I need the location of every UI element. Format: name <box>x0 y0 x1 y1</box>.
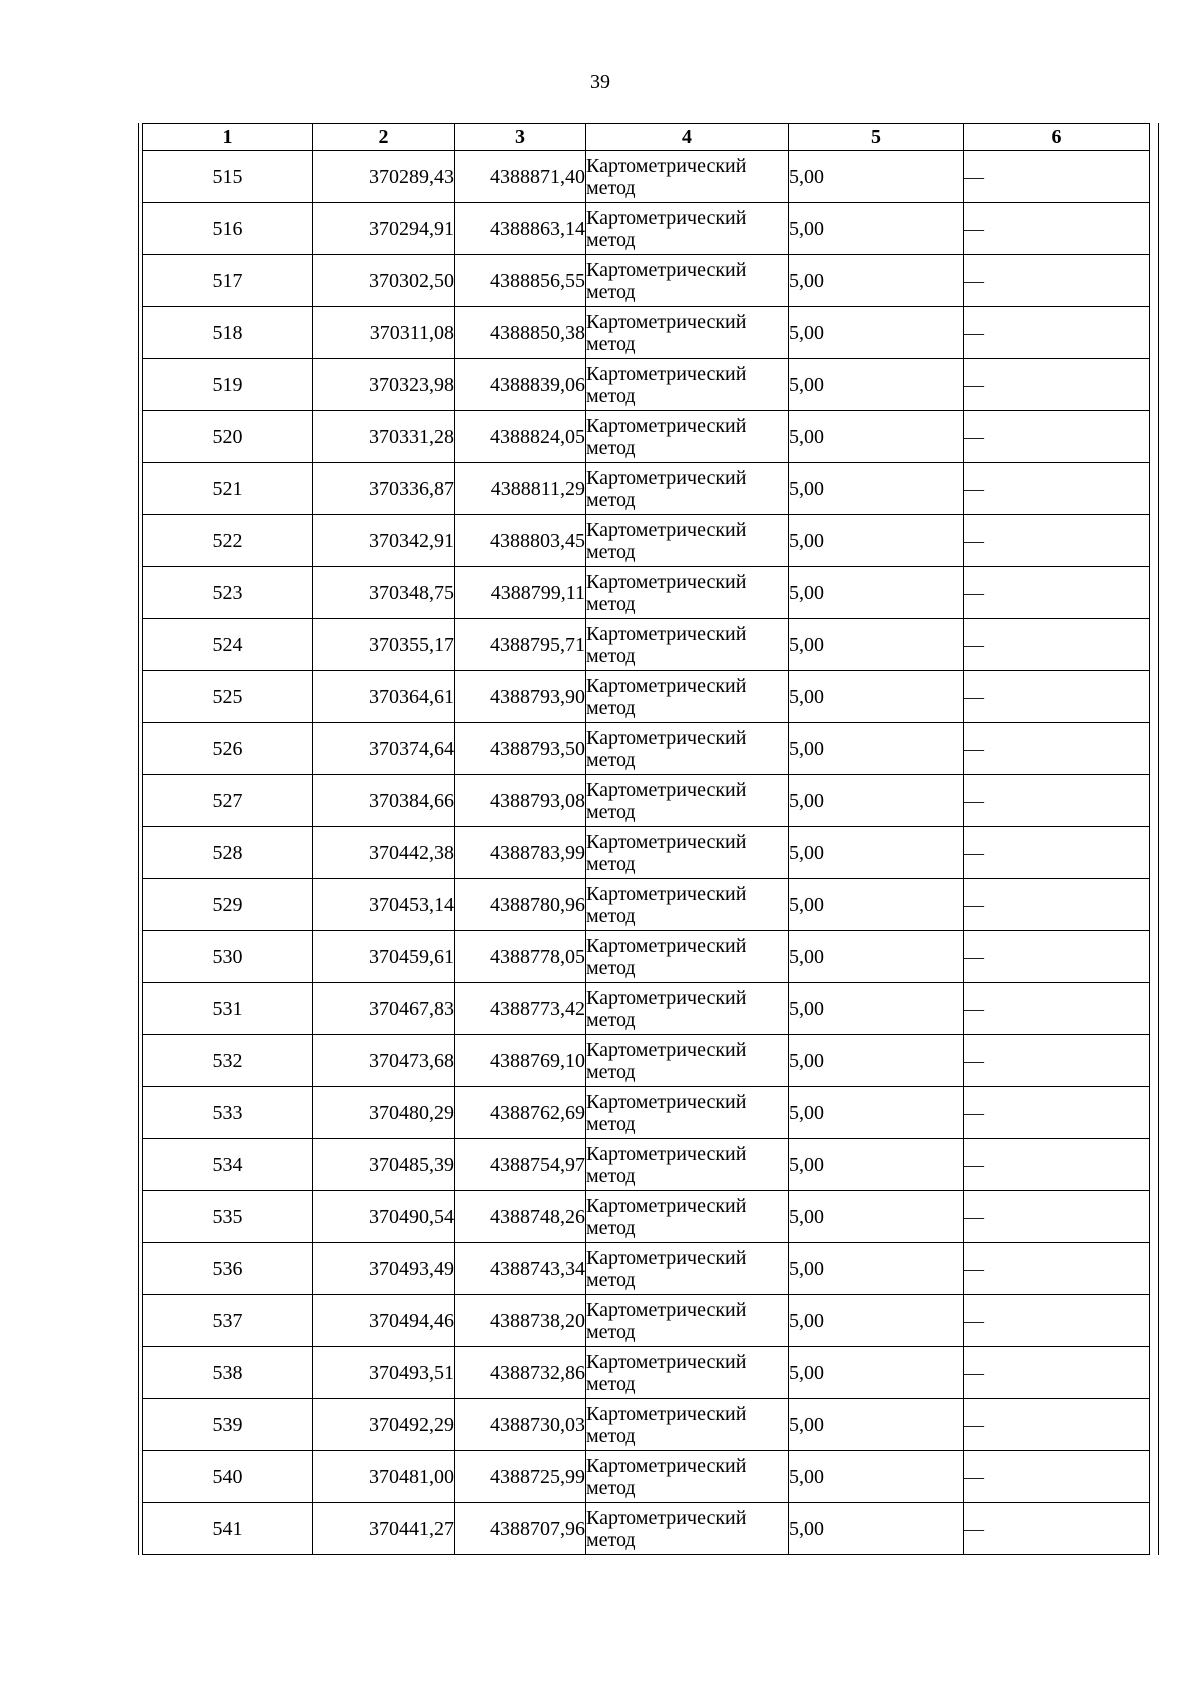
note-cell: — <box>964 1503 1150 1555</box>
method-line-2: метод <box>586 384 636 407</box>
method-cell <box>586 1451 789 1503</box>
table-row <box>143 151 1150 203</box>
point-number-cell: 537 <box>143 1295 313 1347</box>
point-number-cell: 534 <box>143 1139 313 1191</box>
note-cell: — <box>964 255 1150 307</box>
x-coordinate-cell: 370323,98 <box>313 359 455 411</box>
method-line-1: Картометрический <box>586 1454 747 1477</box>
method-line-2: метод <box>586 1164 636 1187</box>
accuracy-cell: 5,00 <box>789 515 964 567</box>
accuracy-cell: 5,00 <box>789 307 964 359</box>
point-number-cell: 525 <box>143 671 313 723</box>
accuracy-cell: 5,00 <box>789 879 964 931</box>
note-cell: — <box>964 1139 1150 1191</box>
table-row <box>143 1087 1150 1139</box>
note-cell: — <box>964 515 1150 567</box>
method-line-1: Картометрический <box>586 1246 747 1269</box>
accuracy-cell: 5,00 <box>789 151 964 203</box>
y-coordinate-cell: 4388793,08 <box>455 775 586 827</box>
x-coordinate-cell: 370384,66 <box>313 775 455 827</box>
x-coordinate-cell: 370493,51 <box>313 1347 455 1399</box>
method-line-2: метод <box>586 956 636 979</box>
table-frame <box>138 123 1159 1555</box>
method-line-1: Картометрический <box>586 206 747 229</box>
y-coordinate-cell: 4388743,34 <box>455 1243 586 1295</box>
note-cell: — <box>964 151 1150 203</box>
method-line-2: метод <box>586 540 636 563</box>
accuracy-cell: 5,00 <box>789 1503 964 1555</box>
method-line-2: метод <box>586 1320 636 1343</box>
y-coordinate-cell: 4388863,14 <box>455 203 586 255</box>
table-row <box>143 203 1150 255</box>
method-cell <box>586 151 789 203</box>
method-line-2: метод <box>586 1060 636 1083</box>
method-line-1: Картометрический <box>586 466 747 489</box>
method-line-1: Картометрический <box>586 362 747 385</box>
note-cell: — <box>964 567 1150 619</box>
y-coordinate-cell: 4388748,26 <box>455 1191 586 1243</box>
method-line-2: метод <box>586 228 636 251</box>
y-coordinate-cell: 4388754,97 <box>455 1139 586 1191</box>
accuracy-cell: 5,00 <box>789 827 964 879</box>
x-coordinate-cell: 370348,75 <box>313 567 455 619</box>
table-row <box>143 931 1150 983</box>
x-coordinate-cell: 370302,50 <box>313 255 455 307</box>
method-cell <box>586 1035 789 1087</box>
method-line-1: Картометрический <box>586 882 747 905</box>
accuracy-cell: 5,00 <box>789 1191 964 1243</box>
x-coordinate-cell: 370494,46 <box>313 1295 455 1347</box>
method-cell <box>586 567 789 619</box>
method-cell <box>586 671 789 723</box>
method-line-2: метод <box>586 1476 636 1499</box>
x-coordinate-cell: 370492,29 <box>313 1399 455 1451</box>
method-line-2: метод <box>586 852 636 875</box>
method-line-2: метод <box>586 488 636 511</box>
y-coordinate-cell: 4388824,05 <box>455 411 586 463</box>
note-cell: — <box>964 1035 1150 1087</box>
method-cell <box>586 411 789 463</box>
method-cell <box>586 307 789 359</box>
method-cell <box>586 1295 789 1347</box>
y-coordinate-cell: 4388793,50 <box>455 723 586 775</box>
accuracy-cell: 5,00 <box>789 619 964 671</box>
table-row <box>143 1295 1150 1347</box>
point-number-cell: 540 <box>143 1451 313 1503</box>
method-line-1: Картометрический <box>586 258 747 281</box>
point-number-cell: 527 <box>143 775 313 827</box>
method-cell <box>586 1503 789 1555</box>
method-line-2: метод <box>586 1424 636 1447</box>
note-cell: — <box>964 1399 1150 1451</box>
method-line-2: метод <box>586 904 636 927</box>
point-number-cell: 516 <box>143 203 313 255</box>
point-number-cell: 524 <box>143 619 313 671</box>
method-line-1: Картометрический <box>586 1350 747 1373</box>
method-line-1: Картометрический <box>586 310 747 333</box>
method-line-1: Картометрический <box>586 570 747 593</box>
note-cell: — <box>964 983 1150 1035</box>
method-line-1: Картометрический <box>586 726 747 749</box>
table-row <box>143 827 1150 879</box>
method-line-2: метод <box>586 1372 636 1395</box>
method-line-1: Картометрический <box>586 674 747 697</box>
note-cell: — <box>964 931 1150 983</box>
point-number-cell: 519 <box>143 359 313 411</box>
column-header: 2 <box>313 124 455 151</box>
table-body <box>143 151 1150 1555</box>
accuracy-cell: 5,00 <box>789 411 964 463</box>
method-line-2: метод <box>586 176 636 199</box>
method-cell <box>586 1191 789 1243</box>
note-cell: — <box>964 359 1150 411</box>
x-coordinate-cell: 370331,28 <box>313 411 455 463</box>
accuracy-cell: 5,00 <box>789 203 964 255</box>
accuracy-cell: 5,00 <box>789 1243 964 1295</box>
method-line-2: метод <box>586 644 636 667</box>
point-number-cell: 522 <box>143 515 313 567</box>
coordinates-table <box>142 123 1150 1555</box>
column-header: 6 <box>964 124 1150 151</box>
table-row <box>143 411 1150 463</box>
y-coordinate-cell: 4388793,90 <box>455 671 586 723</box>
x-coordinate-cell: 370311,08 <box>313 307 455 359</box>
point-number-cell: 526 <box>143 723 313 775</box>
method-cell <box>586 827 789 879</box>
x-coordinate-cell: 370441,27 <box>313 1503 455 1555</box>
point-number-cell: 530 <box>143 931 313 983</box>
accuracy-cell: 5,00 <box>789 1399 964 1451</box>
x-coordinate-cell: 370490,54 <box>313 1191 455 1243</box>
x-coordinate-cell: 370364,61 <box>313 671 455 723</box>
accuracy-cell: 5,00 <box>789 1139 964 1191</box>
method-line-2: метод <box>586 592 636 615</box>
method-line-1: Картометрический <box>586 830 747 853</box>
table-row <box>143 983 1150 1035</box>
note-cell: — <box>964 203 1150 255</box>
method-line-1: Картометрический <box>586 778 747 801</box>
method-line-1: Картометрический <box>586 1090 747 1113</box>
y-coordinate-cell: 4388811,29 <box>455 463 586 515</box>
column-header: 4 <box>586 124 789 151</box>
note-cell: — <box>964 775 1150 827</box>
accuracy-cell: 5,00 <box>789 1035 964 1087</box>
y-coordinate-cell: 4388730,03 <box>455 1399 586 1451</box>
table-row <box>143 723 1150 775</box>
table-row <box>143 619 1150 671</box>
method-cell <box>586 255 789 307</box>
method-line-1: Картометрический <box>586 1298 747 1321</box>
point-number-cell: 517 <box>143 255 313 307</box>
y-coordinate-cell: 4388738,20 <box>455 1295 586 1347</box>
point-number-cell: 535 <box>143 1191 313 1243</box>
note-cell: — <box>964 619 1150 671</box>
method-line-2: метод <box>586 436 636 459</box>
note-cell: — <box>964 307 1150 359</box>
method-line-2: метод <box>586 748 636 771</box>
method-line-2: метод <box>586 1008 636 1031</box>
accuracy-cell: 5,00 <box>789 723 964 775</box>
method-line-2: метод <box>586 280 636 303</box>
method-cell <box>586 515 789 567</box>
point-number-cell: 529 <box>143 879 313 931</box>
y-coordinate-cell: 4388725,99 <box>455 1451 586 1503</box>
method-line-1: Картометрический <box>586 1194 747 1217</box>
method-line-1: Картометрический <box>586 1038 747 1061</box>
accuracy-cell: 5,00 <box>789 1347 964 1399</box>
accuracy-cell: 5,00 <box>789 567 964 619</box>
x-coordinate-cell: 370493,49 <box>313 1243 455 1295</box>
method-cell <box>586 723 789 775</box>
x-coordinate-cell: 370467,83 <box>313 983 455 1035</box>
note-cell: — <box>964 1347 1150 1399</box>
page-number: 39 <box>590 71 610 93</box>
x-coordinate-cell: 370289,43 <box>313 151 455 203</box>
y-coordinate-cell: 4388769,10 <box>455 1035 586 1087</box>
x-coordinate-cell: 370342,91 <box>313 515 455 567</box>
accuracy-cell: 5,00 <box>789 775 964 827</box>
x-coordinate-cell: 370442,38 <box>313 827 455 879</box>
point-number-cell: 528 <box>143 827 313 879</box>
x-coordinate-cell: 370485,39 <box>313 1139 455 1191</box>
method-cell <box>586 463 789 515</box>
note-cell: — <box>964 411 1150 463</box>
method-line-2: метод <box>586 800 636 823</box>
table-row <box>143 1399 1150 1451</box>
method-line-1: Картометрический <box>586 154 747 177</box>
x-coordinate-cell: 370453,14 <box>313 879 455 931</box>
y-coordinate-cell: 4388795,71 <box>455 619 586 671</box>
accuracy-cell: 5,00 <box>789 1087 964 1139</box>
note-cell: — <box>964 827 1150 879</box>
point-number-cell: 541 <box>143 1503 313 1555</box>
table-row <box>143 463 1150 515</box>
point-number-cell: 523 <box>143 567 313 619</box>
x-coordinate-cell: 370336,87 <box>313 463 455 515</box>
x-coordinate-cell: 370480,29 <box>313 1087 455 1139</box>
column-header: 5 <box>789 124 964 151</box>
accuracy-cell: 5,00 <box>789 1295 964 1347</box>
method-line-1: Картометрический <box>586 414 747 437</box>
point-number-cell: 521 <box>143 463 313 515</box>
method-cell <box>586 1087 789 1139</box>
table-row <box>143 359 1150 411</box>
accuracy-cell: 5,00 <box>789 359 964 411</box>
y-coordinate-cell: 4388778,05 <box>455 931 586 983</box>
accuracy-cell: 5,00 <box>789 255 964 307</box>
note-cell: — <box>964 463 1150 515</box>
y-coordinate-cell: 4388856,55 <box>455 255 586 307</box>
method-line-2: метод <box>586 1216 636 1239</box>
accuracy-cell: 5,00 <box>789 463 964 515</box>
method-cell <box>586 1347 789 1399</box>
y-coordinate-cell: 4388799,11 <box>455 567 586 619</box>
point-number-cell: 515 <box>143 151 313 203</box>
x-coordinate-cell: 370481,00 <box>313 1451 455 1503</box>
note-cell: — <box>964 1087 1150 1139</box>
note-cell: — <box>964 879 1150 931</box>
note-cell: — <box>964 1295 1150 1347</box>
table-row <box>143 1243 1150 1295</box>
x-coordinate-cell: 370294,91 <box>313 203 455 255</box>
table-row <box>143 567 1150 619</box>
method-line-1: Картометрический <box>586 622 747 645</box>
method-cell <box>586 1139 789 1191</box>
y-coordinate-cell: 4388773,42 <box>455 983 586 1035</box>
method-cell <box>586 775 789 827</box>
method-line-2: метод <box>586 1112 636 1135</box>
table-row <box>143 1451 1150 1503</box>
point-number-cell: 532 <box>143 1035 313 1087</box>
note-cell: — <box>964 671 1150 723</box>
x-coordinate-cell: 370459,61 <box>313 931 455 983</box>
accuracy-cell: 5,00 <box>789 1451 964 1503</box>
y-coordinate-cell: 4388839,06 <box>455 359 586 411</box>
point-number-cell: 539 <box>143 1399 313 1451</box>
accuracy-cell: 5,00 <box>789 671 964 723</box>
accuracy-cell: 5,00 <box>789 983 964 1035</box>
table-row <box>143 1503 1150 1555</box>
y-coordinate-cell: 4388707,96 <box>455 1503 586 1555</box>
note-cell: — <box>964 723 1150 775</box>
method-line-1: Картометрический <box>586 518 747 541</box>
method-line-2: метод <box>586 332 636 355</box>
point-number-cell: 538 <box>143 1347 313 1399</box>
method-line-1: Картометрический <box>586 934 747 957</box>
table-row <box>143 775 1150 827</box>
table-row <box>143 671 1150 723</box>
y-coordinate-cell: 4388850,38 <box>455 307 586 359</box>
x-coordinate-cell: 370374,64 <box>313 723 455 775</box>
table-row <box>143 515 1150 567</box>
method-cell <box>586 1243 789 1295</box>
method-line-1: Картометрический <box>586 1506 747 1529</box>
method-line-1: Картометрический <box>586 1402 747 1425</box>
note-cell: — <box>964 1451 1150 1503</box>
table-row <box>143 1035 1150 1087</box>
method-cell <box>586 619 789 671</box>
table-row <box>143 255 1150 307</box>
method-cell <box>586 1399 789 1451</box>
y-coordinate-cell: 4388783,99 <box>455 827 586 879</box>
method-line-2: метод <box>586 696 636 719</box>
note-cell: — <box>964 1243 1150 1295</box>
method-line-1: Картометрический <box>586 1142 747 1165</box>
x-coordinate-cell: 370473,68 <box>313 1035 455 1087</box>
y-coordinate-cell: 4388780,96 <box>455 879 586 931</box>
method-cell <box>586 931 789 983</box>
column-header: 3 <box>455 124 586 151</box>
method-cell <box>586 879 789 931</box>
method-line-2: метод <box>586 1268 636 1291</box>
table-row <box>143 1139 1150 1191</box>
accuracy-cell: 5,00 <box>789 931 964 983</box>
method-line-2: метод <box>586 1528 636 1551</box>
method-cell <box>586 359 789 411</box>
point-number-cell: 531 <box>143 983 313 1035</box>
point-number-cell: 533 <box>143 1087 313 1139</box>
point-number-cell: 536 <box>143 1243 313 1295</box>
table-row <box>143 307 1150 359</box>
table-row <box>143 1191 1150 1243</box>
method-cell <box>586 983 789 1035</box>
point-number-cell: 518 <box>143 307 313 359</box>
table-row <box>143 1347 1150 1399</box>
y-coordinate-cell: 4388732,86 <box>455 1347 586 1399</box>
column-header: 1 <box>143 124 313 151</box>
point-number-cell: 520 <box>143 411 313 463</box>
table-header-row <box>143 124 1150 151</box>
method-cell <box>586 203 789 255</box>
x-coordinate-cell: 370355,17 <box>313 619 455 671</box>
method-line-1: Картометрический <box>586 986 747 1009</box>
y-coordinate-cell: 4388762,69 <box>455 1087 586 1139</box>
note-cell: — <box>964 1191 1150 1243</box>
table-row <box>143 879 1150 931</box>
y-coordinate-cell: 4388803,45 <box>455 515 586 567</box>
y-coordinate-cell: 4388871,40 <box>455 151 586 203</box>
